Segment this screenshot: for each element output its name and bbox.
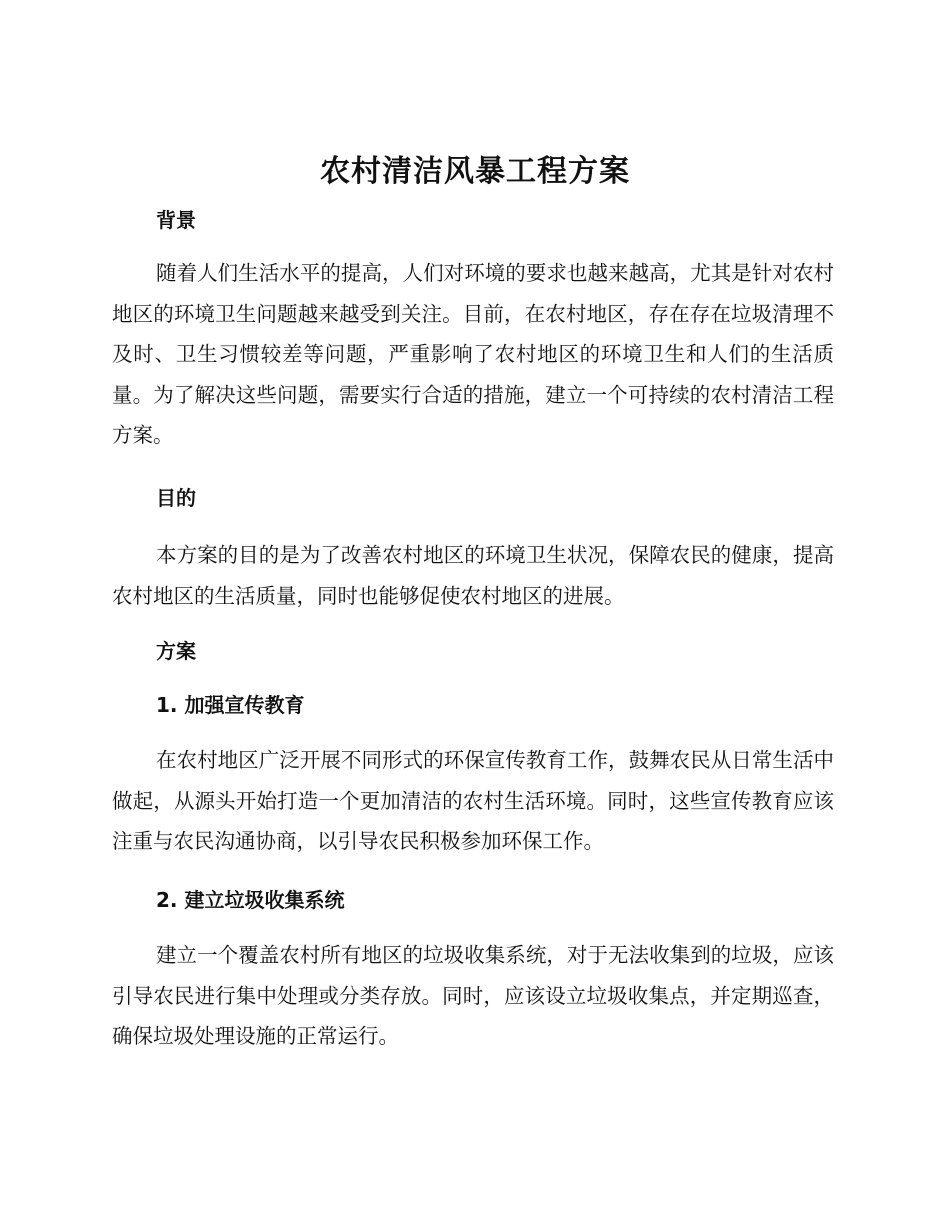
section-heading-garbage-system: 2. 建立垃圾收集系统 xyxy=(156,888,345,912)
section-heading-purpose: 目的 xyxy=(156,486,196,510)
section-heading-background: 背景 xyxy=(156,208,196,232)
section-paragraph-garbage-system: 建立一个覆盖农村所有地区的垃圾收集系统，对于无法收集到的垃圾，应该引导农民进行集中处理或分类存放。同时，应该设立垃圾收集点，并定期巡查，确保垃圾处理设施的正常运行。 xyxy=(112,943,834,1048)
section-heading-publicity: 1. 加强宣传教育 xyxy=(156,693,305,717)
section-heading-plan: 方案 xyxy=(156,639,196,663)
section-paragraph-purpose: 本方案的目的是为了改善农村地区的环境卫生状况，保障农民的健康，提高农村地区的生活质量，同时也能够促使农村地区的进展。 xyxy=(112,543,834,608)
document-title: 农村清洁风暴工程方案 xyxy=(320,154,630,189)
section-paragraph-publicity: 在农村地区广泛开展不同形式的环保宣传教育工作，鼓舞农民从日常生活中做起，从源头开始打造一个更加清洁的农村生活环境。同时，这些宣传教育应该注重与农民沟通协商，以引导农民积极参加环保工作。 xyxy=(112,748,834,853)
section-paragraph-background: 随着人们生活水平的提高，人们对环境的要求也越来越高，尤其是针对农村地区的环境卫生问题越来越受到关注。目前，在农村地区，存在存在垃圾清理不及时、卫生习惯较差等问题，严重影响了农村地区的环境卫生和人们的生活质量。为了解决这些问题，需要实行合适的措施，建立一个可持续的农村清洁工程方案。 xyxy=(112,261,834,447)
